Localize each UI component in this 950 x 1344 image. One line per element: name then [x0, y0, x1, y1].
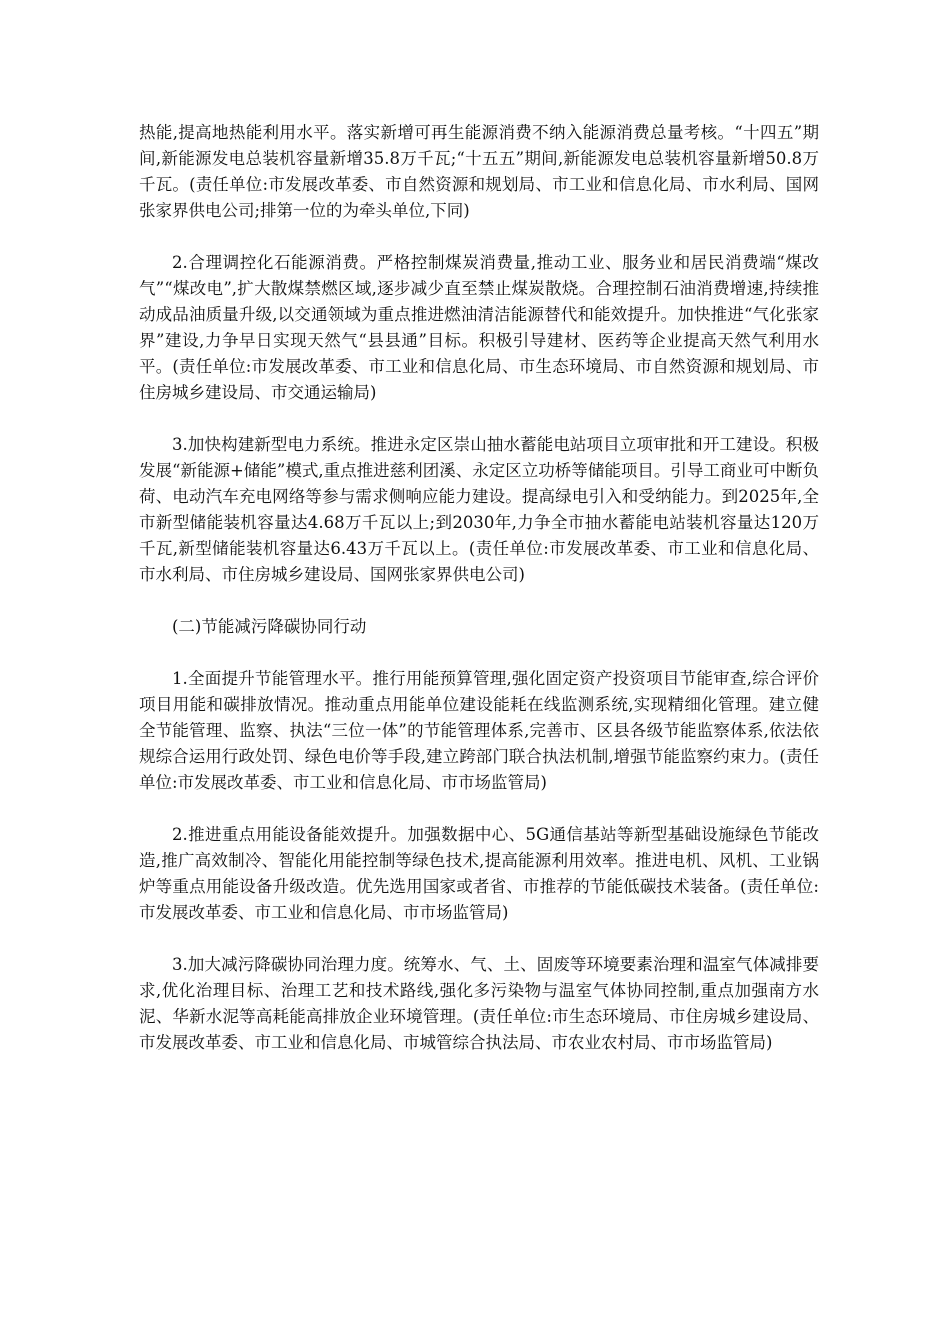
- paragraph-pollution-carbon-governance: 3.加大减污降碳协同治理力度。统筹水、气、土、固废等环境要素治理和温室气体减排要求,优化治理目标、治理工艺和技术路线,强化多污染物与温室气体协同控制,重点加强南方水泥、华新水泥等高耗能高排放企业环境管理。(责任单位:市生态环境局、市住房城乡建设局、市发展改革委、市工业和信息化局、市城管综合执法局、市农业农村局、市市场监管局): [139, 955, 819, 1052]
- document-body: [139, 120, 819, 1082]
- paragraph-energy-management: 1.全面提升节能管理水平。推行用能预算管理,强化固定资产投资项目节能审查,综合评价项目用能和碳排放情况。推动重点用能单位建设能耗在线监测系统,实现精细化管理。建立健全节能管理、监察、执法“三位一体”的节能管理体系,完善市、区县各级节能监察体系,依法依规综合运用行政处罚、绿色电价等手段,建立跨部门联合执法机制,增强节能监察约束力。(责任单位:市发展改革委、市工业和信息化局、市市场监管局): [139, 669, 819, 792]
- paragraph-fossil-energy-control: 2.合理调控化石能源消费。严格控制煤炭消费量,推动工业、服务业和居民消费端“煤改气”“煤改电”,扩大散煤禁燃区域,逐步减少直至禁止煤炭散烧。合理控制石油消费增速,持续推动成品油质量升级,以交通领域为重点推进燃油清洁能源替代和能效提升。加快推进“气化张家界”建设,力争早日实现天然气“县县通”目标。积极引导建材、医药等企业提高天然气利用水平。(责任单位:市发展改革委、市工业和信息化局、市生态环境局、市自然资源和规划局、市住房城乡建设局、市交通运输局): [139, 253, 819, 402]
- paragraph-renewable-energy-continued: 热能,提高地热能利用水平。落实新增可再生能源消费不纳入能源消费总量考核。“十四五”期间,新能源发电总装机容量新增35.8万千瓦;“十五五”期间,新能源发电总装机容量新增50.8万千瓦。(责任单位:市发展改革委、市自然资源和规划局、市工业和信息化局、市水利局、国网张家界供电公司;排第一位的为牵头单位,下同): [139, 123, 819, 220]
- paragraph-equipment-efficiency: 2.推进重点用能设备能效提升。加强数据中心、5G通信基站等新型基础设施绿色节能改造,推广高效制冷、智能化用能控制等绿色技术,提高能源利用效率。推进电机、风机、工业锅炉等重点用能设备升级改造。优先选用国家或者省、市推荐的节能低碳技术装备。(责任单位:市发展改革委、市工业和信息化局、市市场监管局): [139, 825, 819, 922]
- paragraph-new-power-system: 3.加快构建新型电力系统。推进永定区崇山抽水蓄能电站项目立项审批和开工建设。积极发展“新能源+储能”模式,重点推进慈利团溪、永定区立功桥等储能项目。引导工商业可中断负荷、电动汽车充电网络等参与需求侧响应能力建设。提高绿电引入和受纳能力。到2025年,全市新型储能装机容量达4.68万千瓦以上;到2030年,力争全市抽水蓄能电站装机容量达120万千瓦,新型储能装机容量达6.43万千瓦以上。(责任单位:市发展改革委、市工业和信息化局、市水利局、市住房城乡建设局、国网张家界供电公司): [139, 435, 819, 584]
- section-heading-energy-saving: (二)节能减污降碳协同行动: [172, 617, 367, 636]
